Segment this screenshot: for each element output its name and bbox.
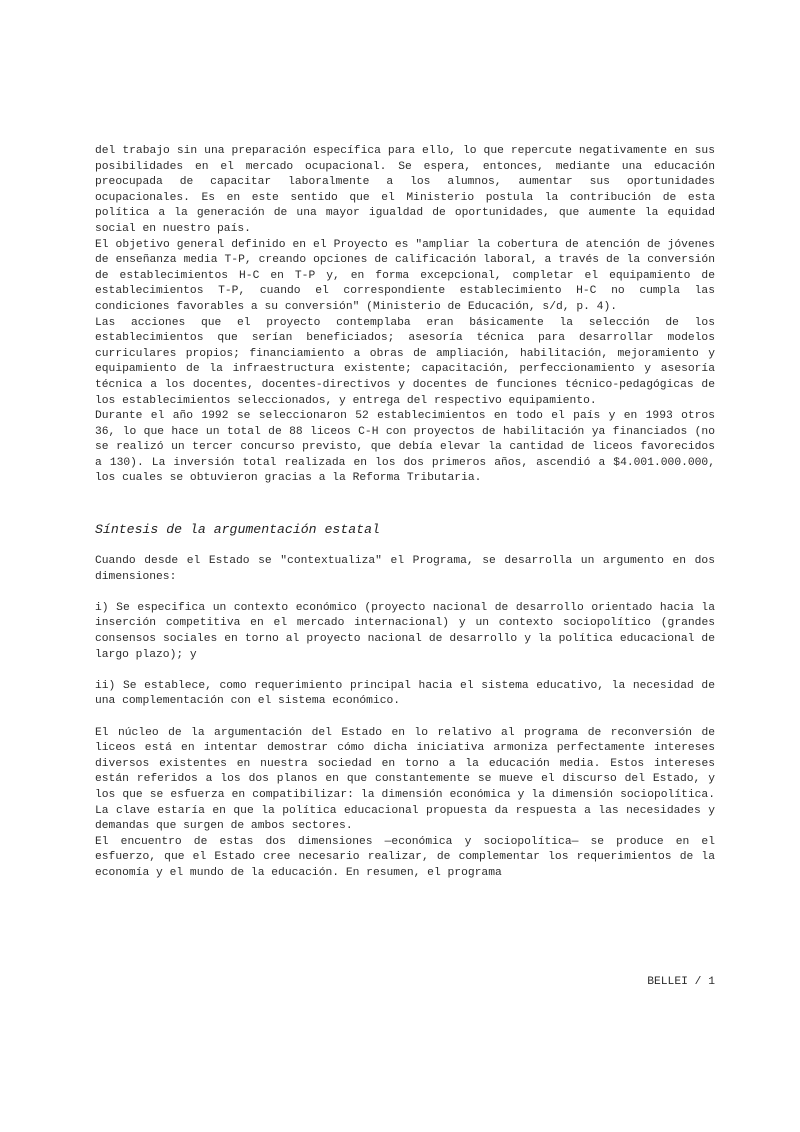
paragraph-encounter: El encuentro de estas dos dimensiones —económica y sociopolítica— se produce en el esfuerzo, que el Estado cree necesario realizar, de complementar los requerimientos de la economía y el mundo de la educación. En resumen, el programa xyxy=(95,835,715,879)
paragraph-intro-continuation: del trabajo sin una preparación específica para ello, lo que repercute negativamente en sus posibilidades en el mercado ocupacional. Se espera, entonces, mediante una educación preocupada de capacitar laboralmente a los alumnos, aumentar sus oportunidades ocupacionales. Es en este sentido que el Ministerio postula la contribución de esta política a la generación de una mayor igualdad de oportunidades, que aumente la equidad social en nuestro país. xyxy=(95,145,715,235)
page-footer: BELLEI / 1 xyxy=(647,976,715,988)
list-item-ii: ii) Se establece, como requerimiento principal hacia el sistema educativo, la necesidad de una complementación con el sistema económico. xyxy=(95,679,715,708)
spacer xyxy=(95,585,715,601)
spacer xyxy=(95,539,715,554)
paragraph-argument-intro: Cuando desde el Estado se "contextualiza" el Programa, se desarrolla un argumento en dos dimensiones: xyxy=(95,555,715,583)
paragraph-results: Durante el año 1992 se seleccionaron 52 establecimientos en todo el país y en 1993 otros 36, lo que hace un total de 88 liceos C-H con proyectos de habilitación ya financiados (no se realizó un tercer concurso previsto, que debía elevar la cantidad de liceos favorecidos a 130). La inversión total realizada en los dos primeros años, ascendió a $4.001.000.000, los cuales se obtuvieron gracias a la Reforma Tributaria. xyxy=(95,410,715,485)
spacer xyxy=(95,663,715,679)
spacer xyxy=(95,487,715,521)
spacer xyxy=(95,710,715,726)
list-item-i: i) Se especifica un contexto económico (proyecto nacional de desarrollo orientado hacia la inserción competitiva en el mercado internacional) y un contexto sociopolítico (grandes consensos sociales en torno al proyecto nacional de desarrollo y la política educacional de largo plazo); y xyxy=(95,601,715,661)
section-heading: Síntesis de la argumentación estatal xyxy=(95,522,380,538)
paragraph-actions: Las acciones que el proyecto contemplaba eran básicamente la selección de los establecimientos que serían beneficiados; asesoría técnica para desarrollar modelos curriculares propios; financiamiento a obras de ampliación, habilitación, mejoramiento y equipamiento de la infraestructura existente; capacitación, perfeccionamiento y asesoría técnica a los docentes, docentes-directivos y docentes de funciones técnico-pedagógicas de los establecimientos seleccionados, y entrega del respectivo equipamiento. xyxy=(95,316,715,407)
document-body xyxy=(95,144,715,882)
paragraph-core-argument: El núcleo de la argumentación del Estado en lo relativo al programa de reconversión de liceos está en intentar demostrar cómo dicha iniciativa armoniza perfectamente intereses diversos existentes en nuestra sociedad en torno a la educación media. Estos intereses están referidos a los dos planos en que constantemente se mueve el discurso del Estado, y los que se esfuerza en compatibilizar: la dimensión económica y la dimensión sociopolítica. La clave estaría en que la política educacional propuesta da respuesta a las necesidades y demandas que surgen de ambos sectores. xyxy=(95,726,715,833)
paragraph-objective: El objetivo general definido en el Proyecto es "ampliar la cobertura de atención de jóvenes de enseñanza media T-P, creando opciones de calificación laboral, a través de la conversión de establecimientos H-C en T-P y, en forma excepcional, completar el equipamiento de establecimientos T-P, cuando el correspondiente establecimiento H-C no cumpla las condiciones favorables a su conversión" (Ministerio de Educación, s/d, p. 4). xyxy=(95,238,715,313)
